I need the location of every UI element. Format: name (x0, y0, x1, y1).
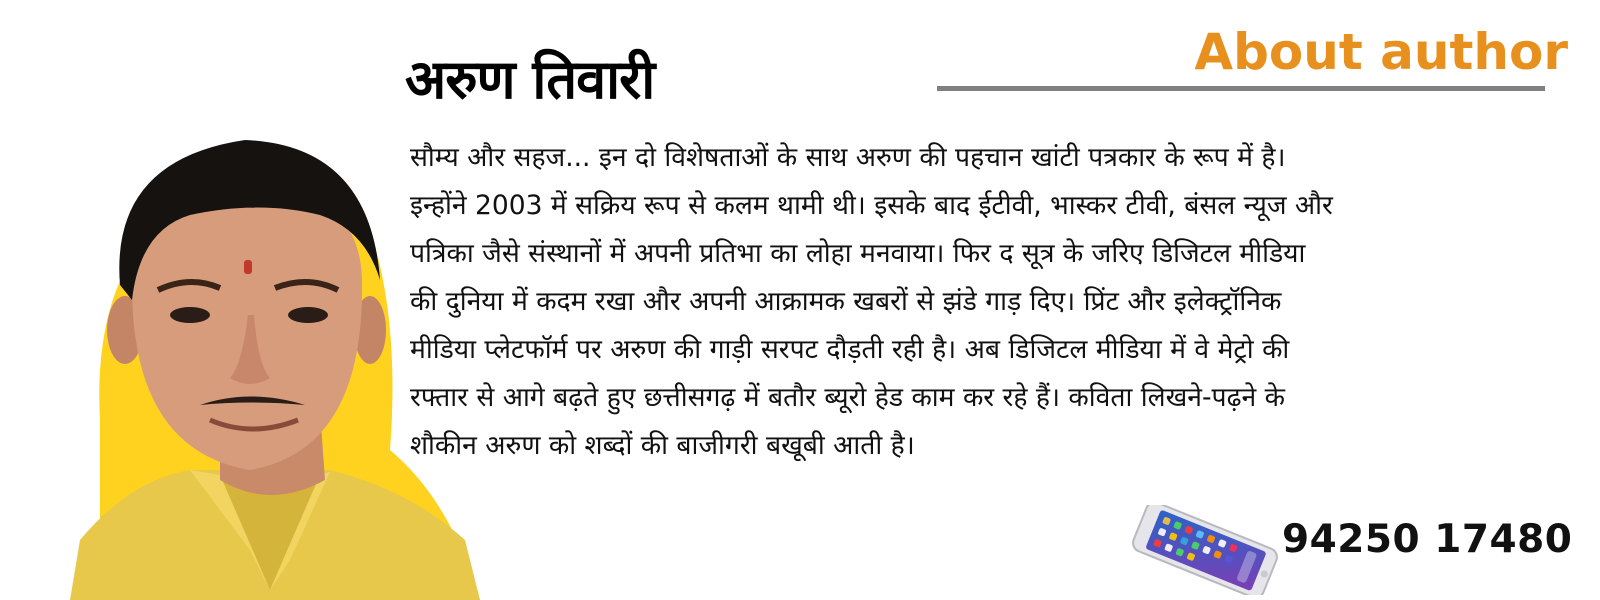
bio-line: सौम्य और सहज... इन दो विशेषताओं के साथ अरुण की पहचान खांटी पत्रकार के रूप में है। (410, 142, 1286, 173)
contact-block (1120, 500, 1580, 600)
bio-line: की दुनिया में कदम रखा और अपनी आक्रामक खबरों से झंडे गाड़ दिए। प्रिंट और इलेक्ट्रॉनिक (410, 286, 1282, 317)
author-bio (410, 134, 1585, 470)
title-divider (937, 86, 1545, 91)
bio-line: पत्रिका जैसे संस्थानों में अपनी प्रतिभा का लोहा मनवाया। फिर द सूत्र के जरिए डिजिटल मीडिया (410, 238, 1306, 269)
smartphone-icon (1125, 505, 1285, 595)
phone-number[interactable]: 94250 17480 (1282, 517, 1573, 562)
bio-line: शौकीन अरुण को शब्दों की बाजीगरी बखूबी आती है। (410, 430, 915, 461)
bio-line: रफ्तार से आगे बढ़ते हुए छत्तीसगढ़ में बतौर ब्यूरो हेड काम कर रहे हैं। कविता लिखने-पढ़ने के (410, 382, 1285, 413)
about-author-title: About author (1194, 23, 1568, 81)
bio-line: मीडिया प्लेटफॉर्म पर अरुण की गाड़ी सरपट दौड़ती रही है। अब डिजिटल मीडिया में वे मेट्रो की (410, 334, 1290, 365)
bio-line: इन्होंने 2003 में सक्रिय रूप से कलम थामी थी। इसके बाद ईटीवी, भास्कर टीवी, बंसल न्यूज और (410, 190, 1333, 221)
author-name: अरुण तिवारी (405, 48, 655, 111)
